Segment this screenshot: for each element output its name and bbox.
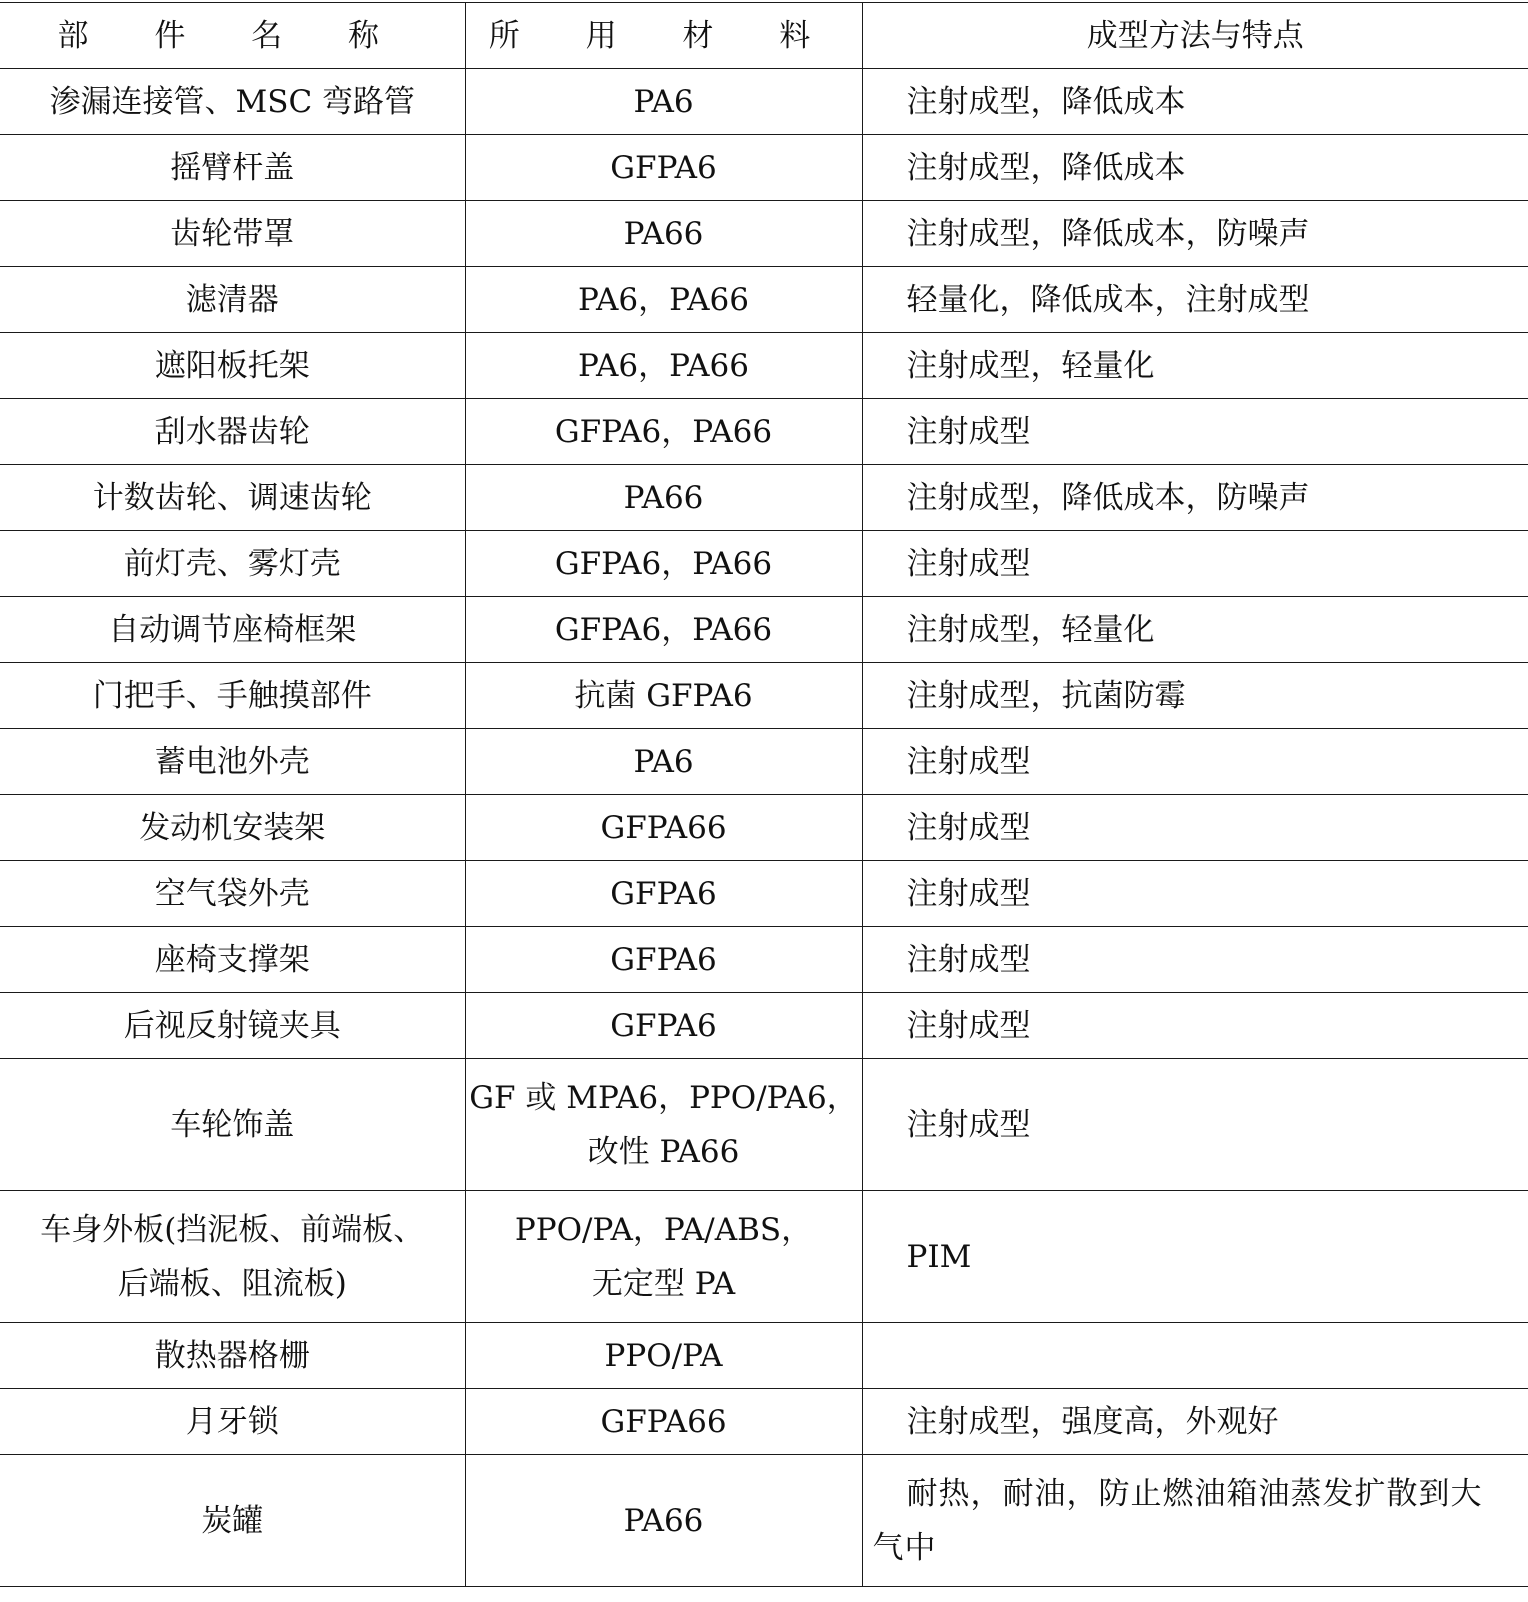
- table-row: [0, 201, 1528, 267]
- method-cell: 注射成型: [862, 993, 1528, 1059]
- method-cell: 注射成型，降低成本，防噪声: [862, 465, 1528, 531]
- method-cell: 注射成型: [862, 861, 1528, 927]
- method-cell: PIM: [862, 1191, 1528, 1323]
- material-cell: PA6: [465, 69, 862, 135]
- header-part-name: 部 件 名 称: [0, 3, 465, 69]
- part-name-cell: 车轮饰盖: [0, 1059, 465, 1191]
- method-cell: 注射成型: [862, 1059, 1528, 1191]
- material-cell: GFPA6: [465, 135, 862, 201]
- table-row: [0, 531, 1528, 597]
- table-row: [0, 663, 1528, 729]
- material-cell: GFPA6，PA66: [465, 399, 862, 465]
- part-name-cell: 自动调节座椅框架: [0, 597, 465, 663]
- table-row: [0, 993, 1528, 1059]
- part-name-cell: 摇臂杆盖: [0, 135, 465, 201]
- method-cell: 注射成型: [862, 795, 1528, 861]
- material-cell: GFPA6，PA66: [465, 597, 862, 663]
- table-row: [0, 1059, 1528, 1191]
- method-cell: 注射成型，降低成本: [862, 69, 1528, 135]
- part-name-cell: 蓄电池外壳: [0, 729, 465, 795]
- method-cell: 注射成型，强度高，外观好: [862, 1389, 1528, 1455]
- method-cell: 注射成型: [862, 729, 1528, 795]
- method-cell: 注射成型: [862, 927, 1528, 993]
- material-cell: PA6，PA66: [465, 267, 862, 333]
- part-name-cell: 后视反射镜夹具: [0, 993, 465, 1059]
- table-row: [0, 465, 1528, 531]
- part-name-cell: 月牙锁: [0, 1389, 465, 1455]
- material-cell: PA6，PA66: [465, 333, 862, 399]
- method-cell: 注射成型，抗菌防霉: [862, 663, 1528, 729]
- part-name-cell: 齿轮带罩: [0, 201, 465, 267]
- table-row: [0, 1323, 1528, 1389]
- part-name-cell: 刮水器齿轮: [0, 399, 465, 465]
- table-row: [0, 1389, 1528, 1455]
- material-cell: PA66: [465, 1455, 862, 1587]
- header-material: 所 用 材 料: [465, 3, 862, 69]
- method-cell: 注射成型，降低成本: [862, 135, 1528, 201]
- part-name-cell: 空气袋外壳: [0, 861, 465, 927]
- part-name-cell: 散热器格栅: [0, 1323, 465, 1389]
- material-cell: GFPA66: [465, 795, 862, 861]
- material-cell: GFPA66: [465, 1389, 862, 1455]
- part-name-cell: 炭罐: [0, 1455, 465, 1587]
- material-cell: 抗菌 GFPA6: [465, 663, 862, 729]
- material-cell: PA6: [465, 729, 862, 795]
- table-row: [0, 69, 1528, 135]
- part-name-cell: 前灯壳、雾灯壳: [0, 531, 465, 597]
- table-row: [0, 597, 1528, 663]
- table-row: [0, 267, 1528, 333]
- part-name-cell: 发动机安装架: [0, 795, 465, 861]
- material-cell: PA66: [465, 201, 862, 267]
- method-cell: 注射成型: [862, 531, 1528, 597]
- part-name-cell: 座椅支撑架: [0, 927, 465, 993]
- method-cell: [862, 1323, 1528, 1389]
- material-cell: GFPA6: [465, 927, 862, 993]
- part-name-cell: 门把手、手触摸部件: [0, 663, 465, 729]
- header-method: 成型方法与特点: [862, 3, 1528, 69]
- material-cell: PPO/PA，PA/ABS， 无定型 PA: [465, 1191, 862, 1323]
- parts-materials-table: [0, 2, 1528, 1587]
- method-cell: 注射成型: [862, 399, 1528, 465]
- method-cell: 注射成型，降低成本，防噪声: [862, 201, 1528, 267]
- method-cell: 轻量化，降低成本，注射成型: [862, 267, 1528, 333]
- material-cell: GFPA6: [465, 861, 862, 927]
- table-row: [0, 1191, 1528, 1323]
- material-cell: GFPA6: [465, 993, 862, 1059]
- table-row: [0, 795, 1528, 861]
- method-cell: 注射成型，轻量化: [862, 333, 1528, 399]
- material-cell: PA66: [465, 465, 862, 531]
- table-row: [0, 135, 1528, 201]
- table-row: [0, 333, 1528, 399]
- material-cell: PPO/PA: [465, 1323, 862, 1389]
- material-cell: GFPA6，PA66: [465, 531, 862, 597]
- table-row: [0, 1455, 1528, 1587]
- table-row: [0, 861, 1528, 927]
- table-header-row: [0, 3, 1528, 69]
- part-name-cell: 渗漏连接管、MSC 弯路管: [0, 69, 465, 135]
- table-row: [0, 729, 1528, 795]
- part-name-cell: 遮阳板托架: [0, 333, 465, 399]
- part-name-cell: 车身外板(挡泥板、前端板、 后端板、阻流板): [0, 1191, 465, 1323]
- method-cell: 耐热，耐油，防止燃油箱油蒸发扩散到大气中: [862, 1455, 1528, 1587]
- table-row: [0, 399, 1528, 465]
- part-name-cell: 计数齿轮、调速齿轮: [0, 465, 465, 531]
- table-row: [0, 927, 1528, 993]
- part-name-cell: 滤清器: [0, 267, 465, 333]
- material-cell: GF 或 MPA6，PPO/PA6， 改性 PA66: [465, 1059, 862, 1191]
- method-cell: 注射成型，轻量化: [862, 597, 1528, 663]
